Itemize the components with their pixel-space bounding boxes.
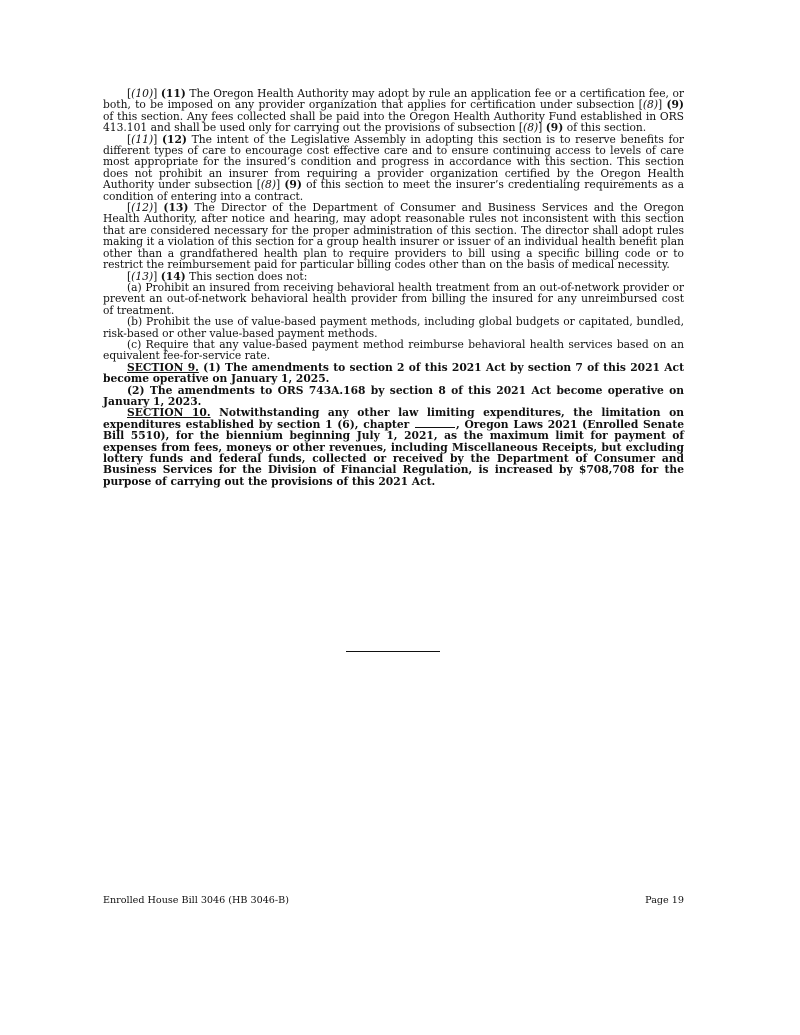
subparagraph-a: (a) Prohibit an insured from receiving behavioral health treatment from an out-of-network provider or prevent an out-of-network behavioral health provider from billing the insured for any unreimbursed cost of treatment. <box>103 280 684 317</box>
page-footer <box>103 895 684 906</box>
footer-page-number: Page 19 <box>645 895 684 906</box>
end-rule <box>346 651 440 652</box>
section-9-heading: SECTION 9. <box>127 360 199 374</box>
paragraph-12: [(11)] (12) The intent of the Legislative Assembly in adopting this section is to reserve benefits for different types of care to encourage cost effective care and to ensure continuing access to levels of care most appropriate for the insured’s condition and progress in accordance with this section. This section does not prohibit an insurer from requiring a provider organization certified by the Oregon Health Authority under subsection [(8)] (9) of this section to meet the insurer’s credentialing requirements as a condition of entering into a contract. <box>103 132 685 203</box>
subparagraph-c: (c) Require that any value-based payment method reimburse behavioral health services based on an equivalent fee-for-service rate. <box>103 337 684 363</box>
section-10: SECTION 10. Notwithstanding any other law limiting expenditures, the limitation on expenditures established by section 1 (6), chapter , Oregon Laws 2021 (Enrolled Senate Bill 5510), for the biennium beginning July 1, 2021, as the maximum limit for payment of expenses from fees, moneys or other revenues, including Miscellaneous Receipts, but excluding lottery funds and federal funds, collected or received by the Department of Consumer and Business Services for the Division of Financial Regulation, is increased by $708,708 for the purpose of carrying out the provisions of this 2021 Act. <box>103 406 685 488</box>
section-10-heading: SECTION 10. <box>127 406 211 420</box>
deleted-number: (10) <box>131 87 154 100</box>
paragraph-13: [(12)] (13) The Director of the Department of Consumer and Business Services and the Oregon Health Authority, after notice and hearing, may adopt reasonable rules not inconsistent with this section that are considered necessary for the proper administration of this section. The director shall adopt rules making it a violation of this section for a group health insurer or issuer of an individual health benefit plan other than a grandfathered health plan to require providers to bill using a specific billing code or to restrict the reimbursement paid for particular billing codes other than on the basis of medical necessity. <box>103 201 684 272</box>
new-number: (11) <box>160 87 186 100</box>
footer-bill: Enrolled House Bill 3046 (HB 3046-B) <box>103 895 289 906</box>
section-9: SECTION 9. (1) The amendments to section 2 of this 2021 Act by section 7 of this 2021 Act become operative on January 1, 2025. <box>103 360 685 386</box>
paragraph-11: [(10)] (11) The Oregon Health Authority may adopt by rule an application fee or a certification fee, or both, to be imposed on any provider organization that applies for certification under subsection [(8)] (9) of this section. Any fees collected shall be paid into the Oregon Health Authority Fund established in ORS 413.101 and shall be used only for carrying out the provisions of subsection [(8)] (9) of this section. <box>103 87 684 135</box>
section-9-part-2: (2) The amendments to ORS 743A.168 by section 8 of this 2021 Act become operative on January 1, 2023. <box>103 383 684 408</box>
document-body <box>103 88 684 487</box>
paragraph-14: [(13)] (14) This section does not: <box>127 269 308 283</box>
subparagraph-b: (b) Prohibit the use of value-based payment methods, including global budgets or capitated, bundled, risk-based or other value-based payment methods. <box>103 315 684 340</box>
chapter-blank <box>415 419 455 428</box>
